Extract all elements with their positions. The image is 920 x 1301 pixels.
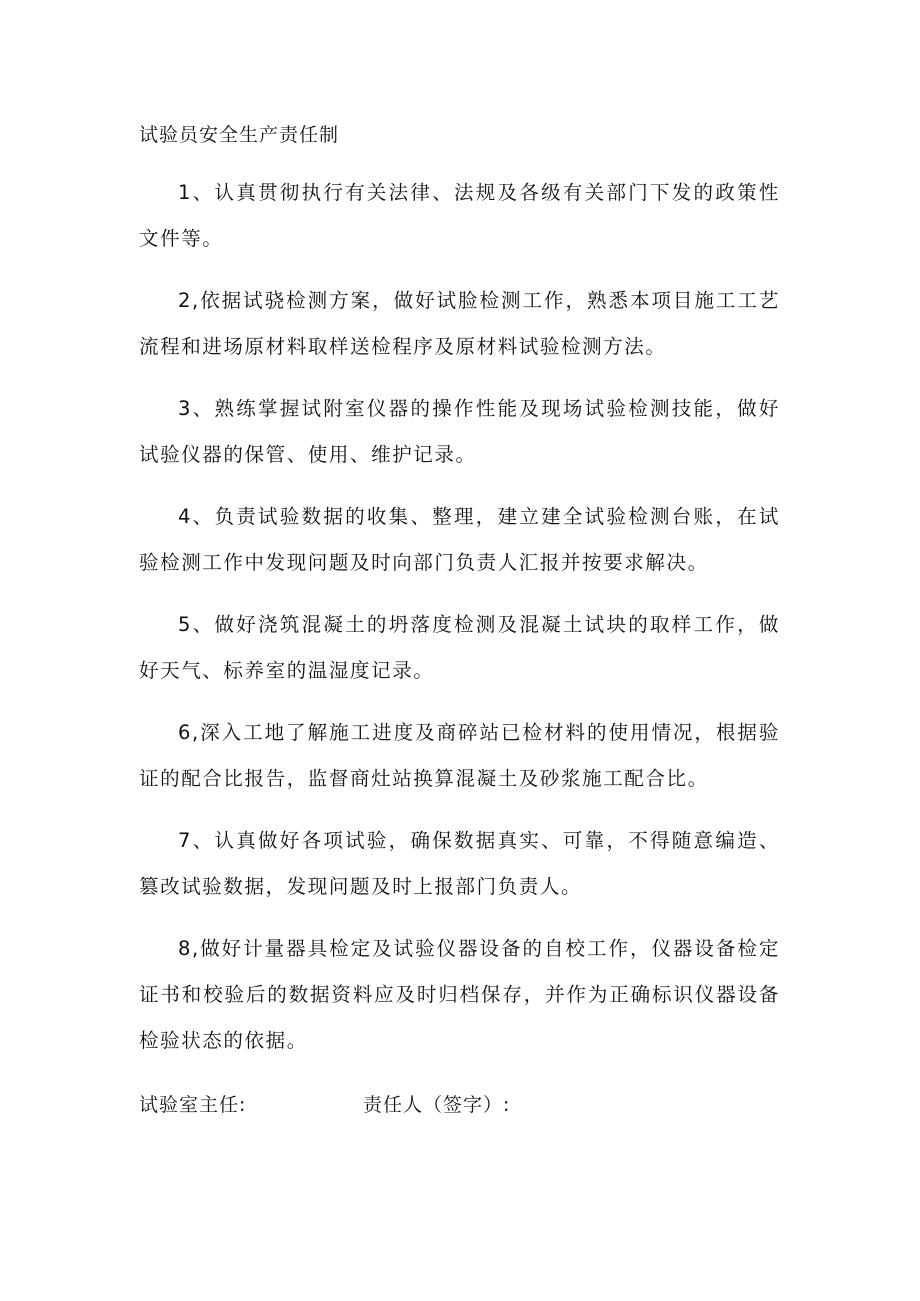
- signature-block: [139, 1092, 780, 1122]
- responsibility-list: [139, 170, 780, 1080]
- responsibility-item-6: 6,深入工地了解施工进度及商碎站已检材料的使用情况，根据验证的配合比报告，监督商灶站换算混凝土及砂浆施工配合比。: [139, 721, 780, 790]
- responsibility-item-8: 8,做好计量器具检定及试验仪器设备的自校工作，仪器设备检定证书和校验后的数据资料应及时归档保存，并作为正确标识仪器设备检验状态的依据。: [139, 937, 780, 1052]
- responsible-person-label: 责任人（签字）:: [363, 1094, 511, 1116]
- responsibility-item-7: 7、认真做好各项试验，确保数据真实、可靠，不得随意编造、篡改试验数据，发现问题及时上报部门负责人。: [139, 829, 780, 898]
- responsibility-item-5: 5、做好浇筑混凝土的坍落度检测及混凝土试块的取样工作，做好天气、标养室的温湿度记录。: [139, 613, 780, 682]
- responsibility-item-1: 1、认真贯彻执行有关法律、法规及各级有关部门下发的政策性文件等。: [139, 181, 780, 250]
- responsibility-item-3: 3、熟练掌握试附室仪器的操作性能及现场试验检测技能，做好试验仪器的保管、使用、维护记录。: [139, 397, 780, 466]
- responsibility-item-4: 4、负责试验数据的收集、整理，建立建全试验检测台账，在试验检测工作中发现问题及时向部门负责人汇报并按要求解决。: [139, 505, 780, 574]
- document-title: 试验员安全生产责任制: [139, 124, 340, 146]
- responsibility-item-2: 2,依据试骁检测方案，做好试脸检测工作，熟悉本项目施工工艺流程和进场原材料取样送检程序及原材料试验检测方法。: [139, 289, 780, 358]
- lab-director-label: 试验室主任:: [139, 1094, 247, 1116]
